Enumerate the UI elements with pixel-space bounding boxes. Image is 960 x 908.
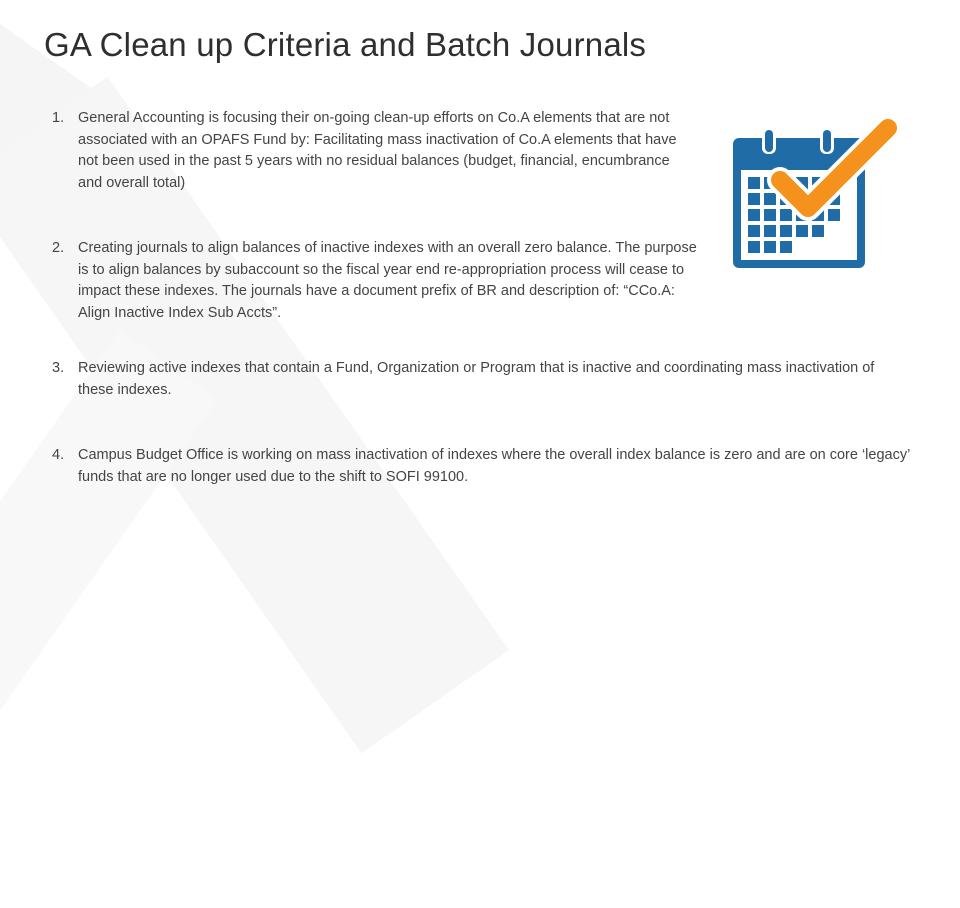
list-item	[52, 358, 892, 401]
slide-title: GA Clean up Criteria and Batch Journals	[44, 26, 647, 63]
list-item-text: Creating journals to align balances of inactive indexes with an overall zero balance. The purpose is to align balances by subaccount so the fiscal year end re-appropriation process will cease to impact these indexes. The journals have a document prefix of BR and description of: “CCo.A: Align Inactive Index Sub Accts”.	[78, 240, 697, 321]
list-item	[52, 445, 912, 488]
list-item-text: General Accounting is focusing their on-going clean-up efforts on Co.A elements that are not associated with an OPAFS Fund by: Facilitating mass inactivation of Co.A elements that have not been used in the past 5 years with no residual balances (budget, financial, encumbrance and overall total)	[78, 110, 677, 191]
list-item	[52, 238, 702, 324]
list-item-text: Reviewing active indexes that contain a Fund, Organization or Program that is inactive and coordinating mass inactivation of these indexes.	[78, 360, 875, 398]
list-item	[52, 108, 692, 194]
background-shape	[0, 330, 218, 808]
list-item-text: Campus Budget Office is working on mass inactivation of indexes where the overall index balance is zero and are on core ‘legacy’ funds that are no longer used due to the shift to SOFI 99100.	[78, 447, 910, 485]
list-item-number: 4.	[52, 447, 65, 463]
list-item-number: 2.	[52, 240, 65, 256]
list-item-number: 1.	[52, 110, 65, 126]
list-item-number: 3.	[52, 360, 65, 376]
calendar-check-icon	[728, 110, 908, 275]
